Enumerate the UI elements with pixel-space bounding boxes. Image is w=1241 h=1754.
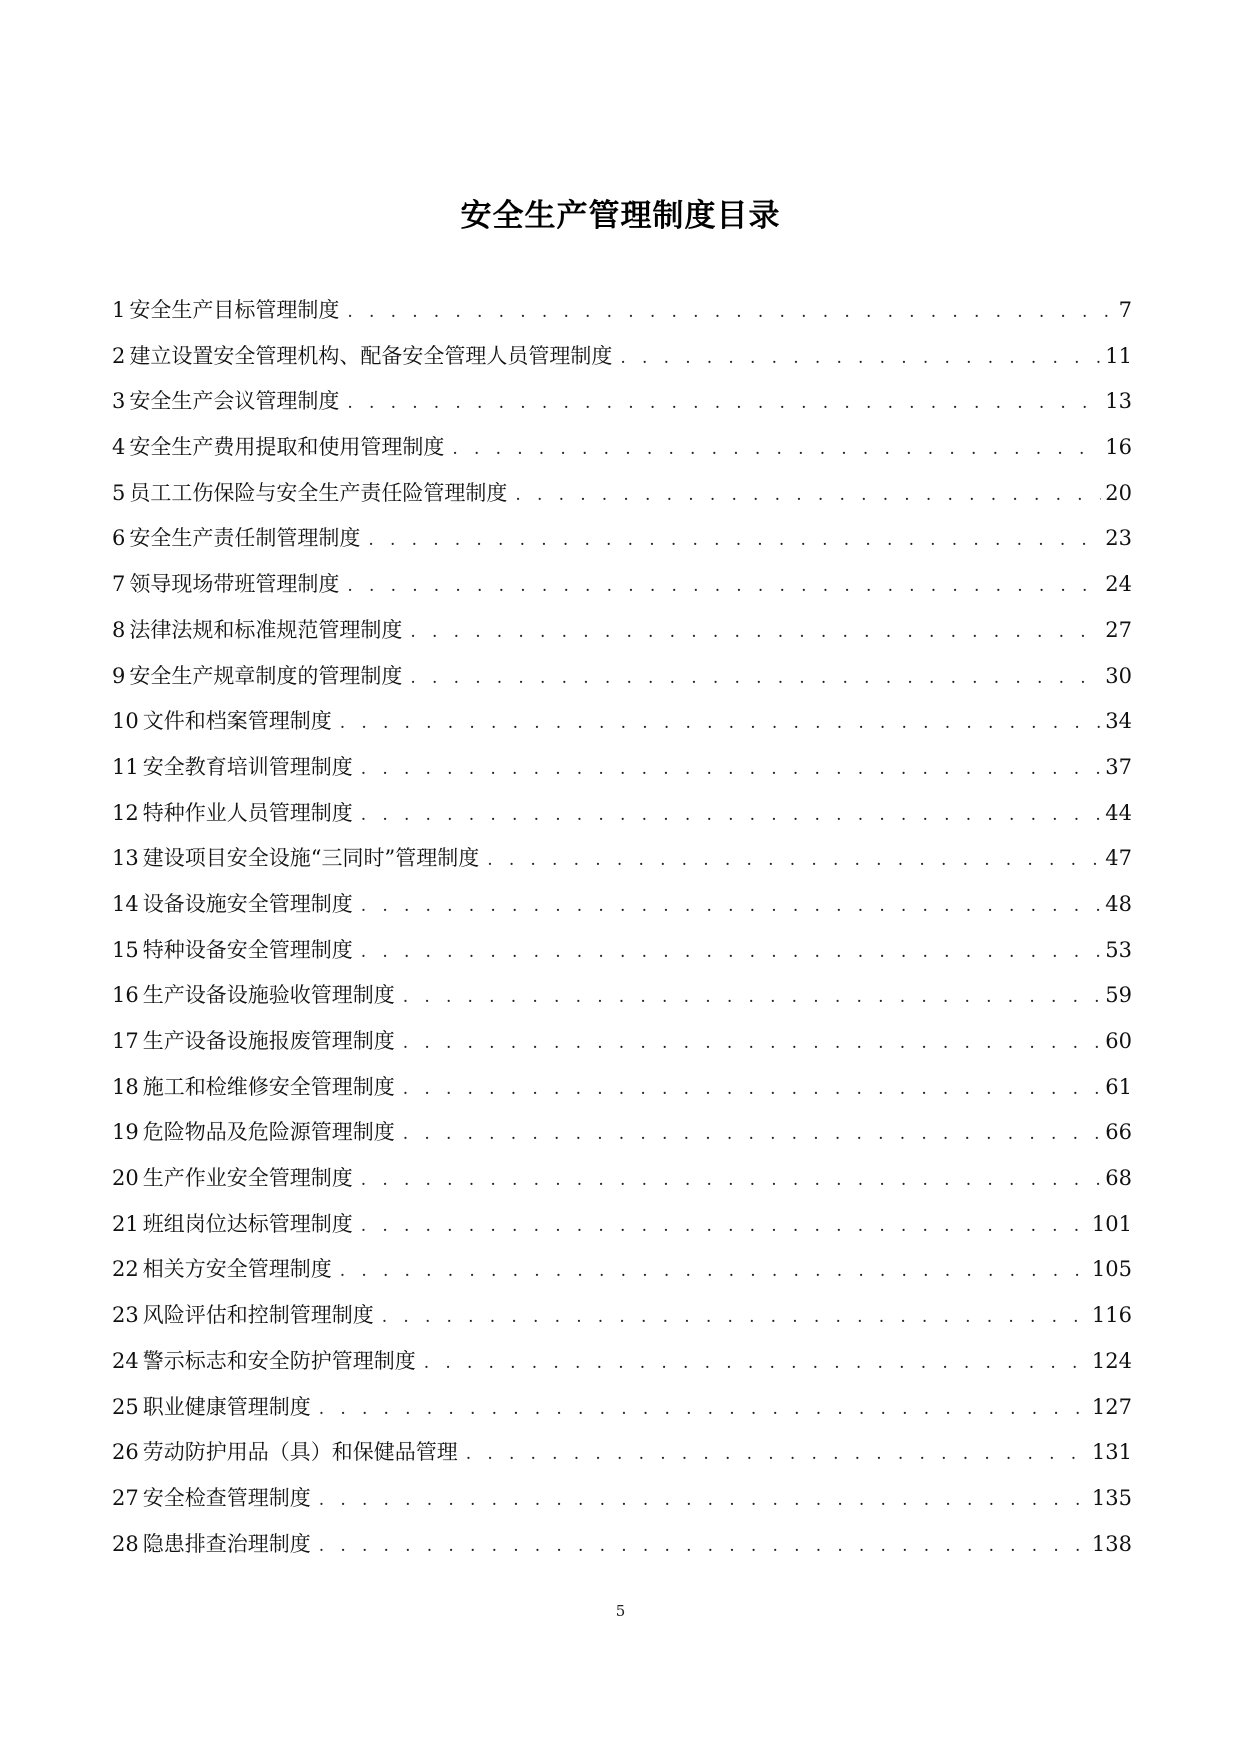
toc-dot-leader <box>361 793 1102 839</box>
toc-entry-title: 生产设备设施验收管理制度 <box>142 983 395 1008</box>
toc-dot-leader <box>319 1387 1088 1433</box>
toc-entry-page: 124 <box>1091 1348 1132 1373</box>
toc-entry-title: 施工和检维修安全管理制度 <box>142 1074 395 1099</box>
page-title: 安全生产管理制度目录 <box>460 198 781 234</box>
toc-entry-page: 68 <box>1105 1166 1132 1191</box>
toc-entry-number: 12 <box>112 800 139 825</box>
toc-entry[interactable] <box>112 1156 1132 1202</box>
toc-dot-leader <box>410 656 1101 702</box>
toc-entry[interactable] <box>112 836 1132 882</box>
toc-entry-number: 26 <box>112 1440 139 1465</box>
toc-entry-title: 班组岗位达标管理制度 <box>142 1211 353 1236</box>
toc-dot-leader <box>487 838 1101 884</box>
toc-entry-page: 20 <box>1105 480 1132 505</box>
toc-entry-page: 7 <box>1118 298 1132 322</box>
toc-entry[interactable] <box>112 928 1132 974</box>
toc-entry-title: 风险评估和控制管理制度 <box>142 1303 374 1328</box>
toc-entry-title: 设备设施安全管理制度 <box>142 891 353 916</box>
toc-dot-leader <box>410 610 1101 656</box>
toc-entry-title: 隐患排查治理制度 <box>142 1531 311 1556</box>
toc-entry[interactable] <box>112 516 1132 562</box>
toc-entry-title: 生产设备设施报废管理制度 <box>142 1029 395 1053</box>
toc-dot-leader <box>361 930 1102 976</box>
toc-dot-leader <box>319 1478 1088 1524</box>
toc-entry-number: 5 <box>112 480 126 505</box>
toc-dot-leader <box>403 975 1102 1021</box>
toc-dot-leader <box>403 1021 1102 1067</box>
toc-entry-page: 27 <box>1105 617 1132 642</box>
toc-entry-page: 131 <box>1091 1440 1132 1465</box>
toc-entry-title: 劳动防护用品（具）和保健品管理 <box>142 1440 458 1465</box>
toc-entry-title: 安全检查管理制度 <box>142 1485 311 1510</box>
toc-entry-page: 53 <box>1105 937 1132 962</box>
toc-entry[interactable] <box>112 1247 1132 1293</box>
toc-dot-leader <box>620 336 1101 382</box>
toc-dot-leader <box>403 1112 1102 1158</box>
toc-entry-number: 14 <box>112 891 139 916</box>
toc-entry-number: 3 <box>112 389 126 414</box>
toc-dot-leader <box>361 1158 1102 1204</box>
toc-dot-leader <box>368 518 1101 564</box>
toc-dot-leader <box>382 1295 1088 1341</box>
toc-entry-title: 员工工伤保险与安全生产责任险管理制度 <box>129 480 508 505</box>
toc-entry-number: 7 <box>112 572 126 597</box>
toc-entry-number: 8 <box>112 617 126 642</box>
toc-dot-leader <box>403 1067 1102 1113</box>
toc-entry-number: 22 <box>112 1257 139 1282</box>
toc-entry-page: 37 <box>1105 754 1132 779</box>
toc-entry[interactable] <box>112 1385 1132 1431</box>
toc-entry-title: 安全生产规章制度的管理制度 <box>129 663 403 688</box>
toc-entry[interactable] <box>112 791 1132 837</box>
toc-entry-page: 24 <box>1105 572 1132 597</box>
toc-entry[interactable] <box>112 1019 1132 1065</box>
toc-entry[interactable] <box>112 654 1132 700</box>
toc-entry-title: 安全生产目标管理制度 <box>129 298 340 322</box>
toc-entry[interactable] <box>112 699 1132 745</box>
toc-entry[interactable] <box>112 745 1132 791</box>
toc-dot-leader <box>361 1204 1088 1250</box>
toc-dot-leader <box>452 427 1101 473</box>
toc-entry-number: 4 <box>112 435 126 460</box>
toc-entry[interactable] <box>112 334 1132 380</box>
toc-entry[interactable] <box>112 288 1132 334</box>
toc-entry-page: 59 <box>1105 983 1132 1008</box>
toc-entry[interactable] <box>112 1293 1132 1339</box>
toc-entry-page: 116 <box>1091 1303 1132 1328</box>
toc-entry-title: 危险物品及危险源管理制度 <box>142 1120 395 1145</box>
toc-entry-page: 60 <box>1105 1029 1132 1053</box>
toc-dot-leader <box>319 1524 1088 1570</box>
toc-entry-number: 16 <box>112 983 139 1008</box>
toc-entry-page: 48 <box>1105 891 1132 916</box>
toc-entry-page: 30 <box>1105 663 1132 688</box>
toc-entry-number: 10 <box>112 709 139 734</box>
page-number: 5 <box>615 1602 626 1620</box>
toc-entry-page: 105 <box>1091 1257 1132 1282</box>
toc-entry-title: 安全教育培训管理制度 <box>142 754 353 779</box>
toc-entry-page: 47 <box>1105 846 1132 871</box>
toc-entry-number: 15 <box>112 937 139 962</box>
toc-entry-title: 文件和档案管理制度 <box>142 709 332 734</box>
toc-entry-page: 34 <box>1105 709 1132 734</box>
toc-entry-title: 安全生产责任制管理制度 <box>129 526 361 551</box>
toc-dot-leader <box>424 1341 1088 1387</box>
toc-entry-number: 6 <box>112 526 126 551</box>
toc-entry-title: 安全生产费用提取和使用管理制度 <box>129 435 445 460</box>
toc-entry-page: 127 <box>1091 1394 1132 1419</box>
toc-entry-title: 警示标志和安全防护管理制度 <box>142 1348 416 1373</box>
toc-entry-title: 建设项目安全设施“三同时”管理制度 <box>142 846 480 871</box>
toc-entry-number: 18 <box>112 1074 139 1099</box>
toc-entry-page: 66 <box>1105 1120 1132 1145</box>
toc-entry-number: 24 <box>112 1348 139 1373</box>
table-of-contents <box>112 288 1132 1567</box>
toc-entry-number: 27 <box>112 1485 139 1510</box>
toc-entry-page: 135 <box>1091 1485 1132 1510</box>
toc-entry[interactable] <box>112 1110 1132 1156</box>
toc-entry-number: 20 <box>112 1166 139 1191</box>
toc-entry-title: 特种设备安全管理制度 <box>142 937 353 962</box>
toc-dot-leader <box>340 701 1102 747</box>
toc-dot-leader <box>361 747 1102 793</box>
toc-entry[interactable] <box>112 379 1132 425</box>
toc-dot-leader <box>361 884 1102 930</box>
toc-dot-leader <box>466 1432 1088 1478</box>
toc-entry-title: 领导现场带班管理制度 <box>129 572 340 597</box>
toc-entry-number: 17 <box>112 1029 139 1053</box>
toc-entry-number: 1 <box>112 298 126 322</box>
toc-entry-title: 建立设置安全管理机构、配备安全管理人员管理制度 <box>129 343 613 368</box>
toc-entry[interactable] <box>112 608 1132 654</box>
toc-entry-page: 101 <box>1091 1211 1132 1236</box>
toc-entry-page: 11 <box>1105 343 1132 368</box>
toc-entry[interactable] <box>112 1522 1132 1568</box>
toc-entry-page: 138 <box>1091 1531 1132 1556</box>
toc-entry-page: 44 <box>1105 800 1132 825</box>
toc-entry-number: 19 <box>112 1120 139 1145</box>
toc-dot-leader <box>347 381 1101 427</box>
toc-entry-number: 9 <box>112 663 126 688</box>
toc-dot-leader <box>340 1249 1088 1295</box>
toc-entry-title: 生产作业安全管理制度 <box>142 1166 353 1191</box>
toc-entry-title: 法律法规和标准规范管理制度 <box>129 617 403 642</box>
toc-entry-number: 2 <box>112 343 126 368</box>
toc-dot-leader <box>515 473 1101 519</box>
toc-entry-number: 11 <box>112 754 139 779</box>
toc-entry-number: 23 <box>112 1303 139 1328</box>
toc-dot-leader <box>347 564 1101 610</box>
toc-entry-number: 28 <box>112 1531 139 1556</box>
toc-entry[interactable] <box>112 882 1132 928</box>
toc-entry-title: 特种作业人员管理制度 <box>142 800 353 825</box>
toc-entry[interactable] <box>112 471 1132 517</box>
toc-entry-page: 13 <box>1105 389 1132 414</box>
toc-entry-number: 21 <box>112 1211 139 1236</box>
toc-entry[interactable] <box>112 562 1132 608</box>
toc-entry[interactable] <box>112 1339 1132 1385</box>
toc-entry-page: 61 <box>1105 1074 1132 1099</box>
toc-entry[interactable] <box>112 425 1132 471</box>
toc-entry[interactable] <box>112 1476 1132 1522</box>
toc-entry-number: 25 <box>112 1394 139 1419</box>
toc-entry[interactable] <box>112 973 1132 1019</box>
toc-entry-number: 13 <box>112 846 139 871</box>
toc-entry-title: 相关方安全管理制度 <box>142 1257 332 1282</box>
toc-entry-title: 职业健康管理制度 <box>142 1394 311 1419</box>
toc-entry[interactable] <box>112 1065 1132 1111</box>
toc-entry[interactable] <box>112 1202 1132 1248</box>
toc-dot-leader <box>347 290 1114 336</box>
toc-entry-title: 安全生产会议管理制度 <box>129 389 340 414</box>
toc-entry-page: 16 <box>1105 435 1132 460</box>
toc-entry[interactable] <box>112 1430 1132 1476</box>
toc-entry-page: 23 <box>1105 526 1132 551</box>
